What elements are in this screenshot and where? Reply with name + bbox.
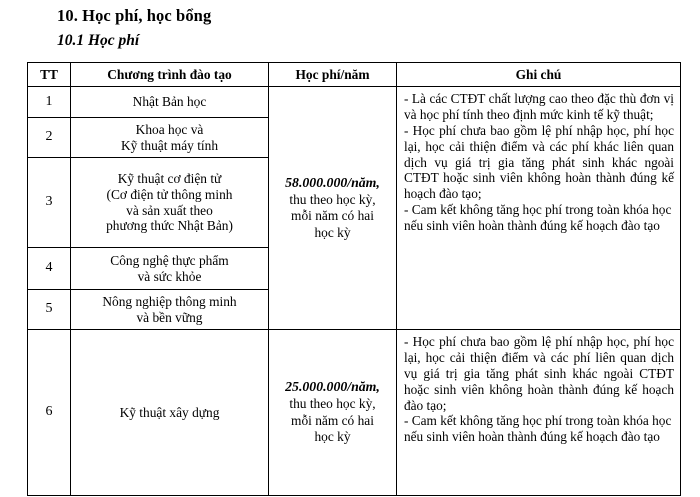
program-name — [71, 87, 269, 118]
program-name-line: và sức khỏe — [137, 268, 202, 284]
fee-detail-line: thu theo học kỳ, — [289, 396, 376, 412]
program-name-line: Kỹ thuật máy tính — [120, 137, 219, 153]
column-header-note: Ghi chú — [397, 63, 681, 87]
row-number: 3 — [28, 158, 71, 248]
table-body — [28, 87, 681, 496]
row-number: 4 — [28, 248, 71, 290]
program-name-line: Kỹ thuật cơ điện tử — [117, 171, 222, 187]
column-header-tt: TT — [28, 63, 71, 87]
table-header-row — [28, 63, 681, 87]
program-name-line: (Cơ điện tử thông minh — [106, 186, 233, 202]
program-name — [71, 330, 269, 496]
section-subtitle: 10.1 Học phí — [57, 32, 140, 49]
table-row — [28, 87, 681, 118]
note-paragraph: - Cam kết không tăng học phí trong toàn khóa học nếu sinh viên hoàn thành đúng kế hoạch đào tạo — [404, 202, 672, 233]
program-name — [71, 248, 269, 290]
note-paragraph: - Học phí chưa bao gồm lệ phí nhập học, phí học lại, học cải thiện điểm và các phí khác liên quan dịch vụ giá trị gia tăng phát sinh khác ngoài CTĐT hoặc sinh viên không hoàn thành đúng kế hoạch đào tạo; — [404, 122, 674, 202]
tuition-fee-table — [27, 62, 681, 496]
program-name — [71, 118, 269, 158]
page-title: 10. Học phí, học bổng — [57, 6, 212, 25]
row-number: 2 — [28, 118, 71, 158]
table-header — [28, 63, 681, 87]
note-paragraph: - Cam kết không tăng học phí trong toàn khóa học nếu sinh viên hoàn thành đúng kế hoạch đào tạo — [404, 413, 672, 445]
program-name-line: phương thức Nhật Bản) — [106, 218, 233, 234]
fee-detail-line: học kỳ — [314, 224, 351, 240]
fee-amount-value: 25.000.000/năm, — [285, 379, 380, 395]
note-cell-block-2 — [397, 330, 681, 496]
row-number: 5 — [28, 290, 71, 330]
program-name — [71, 158, 269, 248]
program-name-line: Công nghệ thực phẩm — [110, 252, 229, 268]
fee-detail-line: thu theo học kỳ, — [289, 191, 376, 207]
fee-detail-line: mỗi năm có hai — [291, 412, 374, 428]
row-number: 1 — [28, 87, 71, 118]
fee-amount-value: 58.000.000/năm, — [285, 174, 380, 190]
fee-amount-cell-block-2 — [269, 330, 397, 496]
fee-amount-cell-block-1 — [269, 87, 397, 330]
program-name-line: và bền vững — [136, 309, 203, 325]
table-row — [28, 330, 681, 496]
note-paragraph: - Học phí chưa bao gồm lệ phí nhập học, phí học lại, học cải thiện điểm và các phí liên quan dịch vụ giá trị gia tăng phát sinh khác ngoài CTĐT hoặc sinh viên không hoàn thành đúng kế hoạch đào tạo; — [404, 334, 674, 413]
fee-detail-line: mỗi năm có hai — [291, 208, 374, 224]
program-name-line: Nhật Bản học — [132, 94, 207, 110]
program-name-line: Kỹ thuật xây dựng — [119, 404, 220, 420]
program-name — [71, 290, 269, 330]
fee-detail-line: học kỳ — [314, 429, 351, 445]
column-header-program: Chương trình đào tạo — [71, 63, 269, 87]
program-name-line: Khoa học và — [135, 121, 204, 137]
program-name-line: và sản xuất theo — [126, 202, 213, 218]
note-cell-block-1 — [397, 87, 681, 330]
program-name-line: Nông nghiệp thông minh — [102, 293, 237, 309]
note-paragraph: - Là các CTĐT chất lượng cao theo đặc thù đơn vị và học phí tính theo định mức kinh tế kỹ thuật; — [404, 91, 674, 122]
column-header-fee: Học phí/năm — [269, 63, 397, 87]
row-number: 6 — [28, 330, 71, 496]
